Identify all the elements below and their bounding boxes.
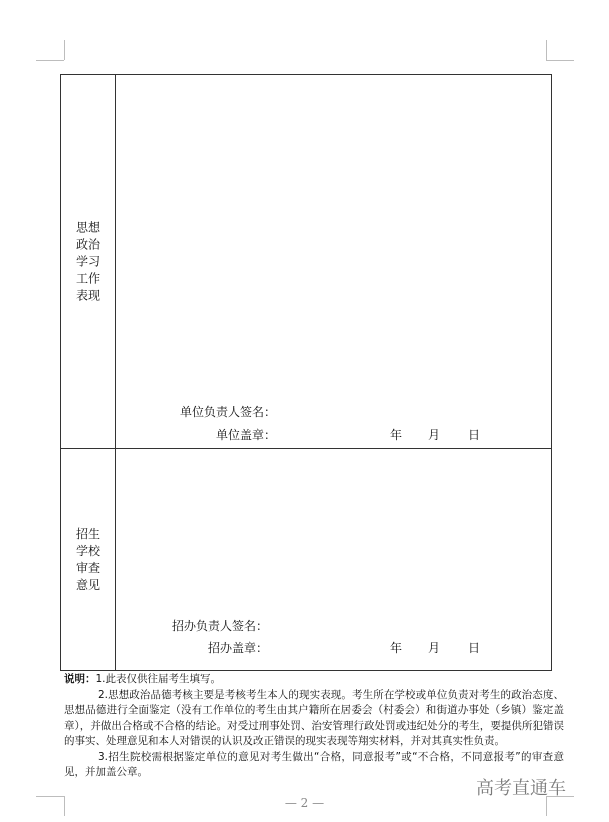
admissions-leader-signature-label: 招办负责人签名： [172, 619, 269, 633]
political-performance-label-cell [61, 75, 116, 449]
unit-leader-signature-label: 单位负责人签名： [180, 405, 277, 419]
political-performance-label: 思想 政治 学习 工作 表现 [75, 220, 100, 302]
evaluation-form-table [60, 74, 552, 671]
school-review-content-cell[interactable] [116, 449, 552, 671]
month-label: 月 [428, 428, 441, 442]
political-performance-content-cell[interactable] [116, 75, 552, 449]
notes-title: 说明： [64, 673, 96, 685]
unit-stamp-label: 单位盖章： [216, 428, 277, 442]
note-1: 说明：1.此表仅供往届考生填写。 [64, 673, 222, 685]
page-number: — 2 — [284, 796, 325, 810]
note-3: 3.招生院校需根据鉴定单位的意见对考生做出“合格，同意报考”或“不合格，不同意报考”的审查意见，并加盖公章。 [64, 750, 564, 778]
month-label: 月 [428, 641, 441, 655]
admissions-stamp-label: 招办盖章： [208, 641, 269, 655]
notes-section [64, 672, 564, 781]
day-label: 日 [468, 428, 481, 442]
watermark-logo-text: 高考直通车 [476, 778, 566, 799]
note-2: 2.思想政治品德考核主要是考核考生本人的现实表现。考生所在学校或单位负责对考生的政治态度、思想品德进行全面鉴定（没有工作单位的考生由其户籍所在居委会（村委会）和街道办事处（乡镇）鉴定盖章），并做出合格或不合格的结论。对受过刑事处罚、治安管理行政处罚或违纪处分的考生，要提供所犯错误的事实、处理意见和本人对错误的认识及改正错误的现实表现等翔实材料，并对其真实性负责。 [64, 688, 564, 747]
school-review-label-cell [61, 449, 116, 671]
year-label: 年 [390, 428, 403, 442]
year-label: 年 [390, 641, 403, 655]
school-review-label: 招生 学校 审查 意见 [75, 526, 100, 592]
day-label: 日 [468, 641, 481, 655]
